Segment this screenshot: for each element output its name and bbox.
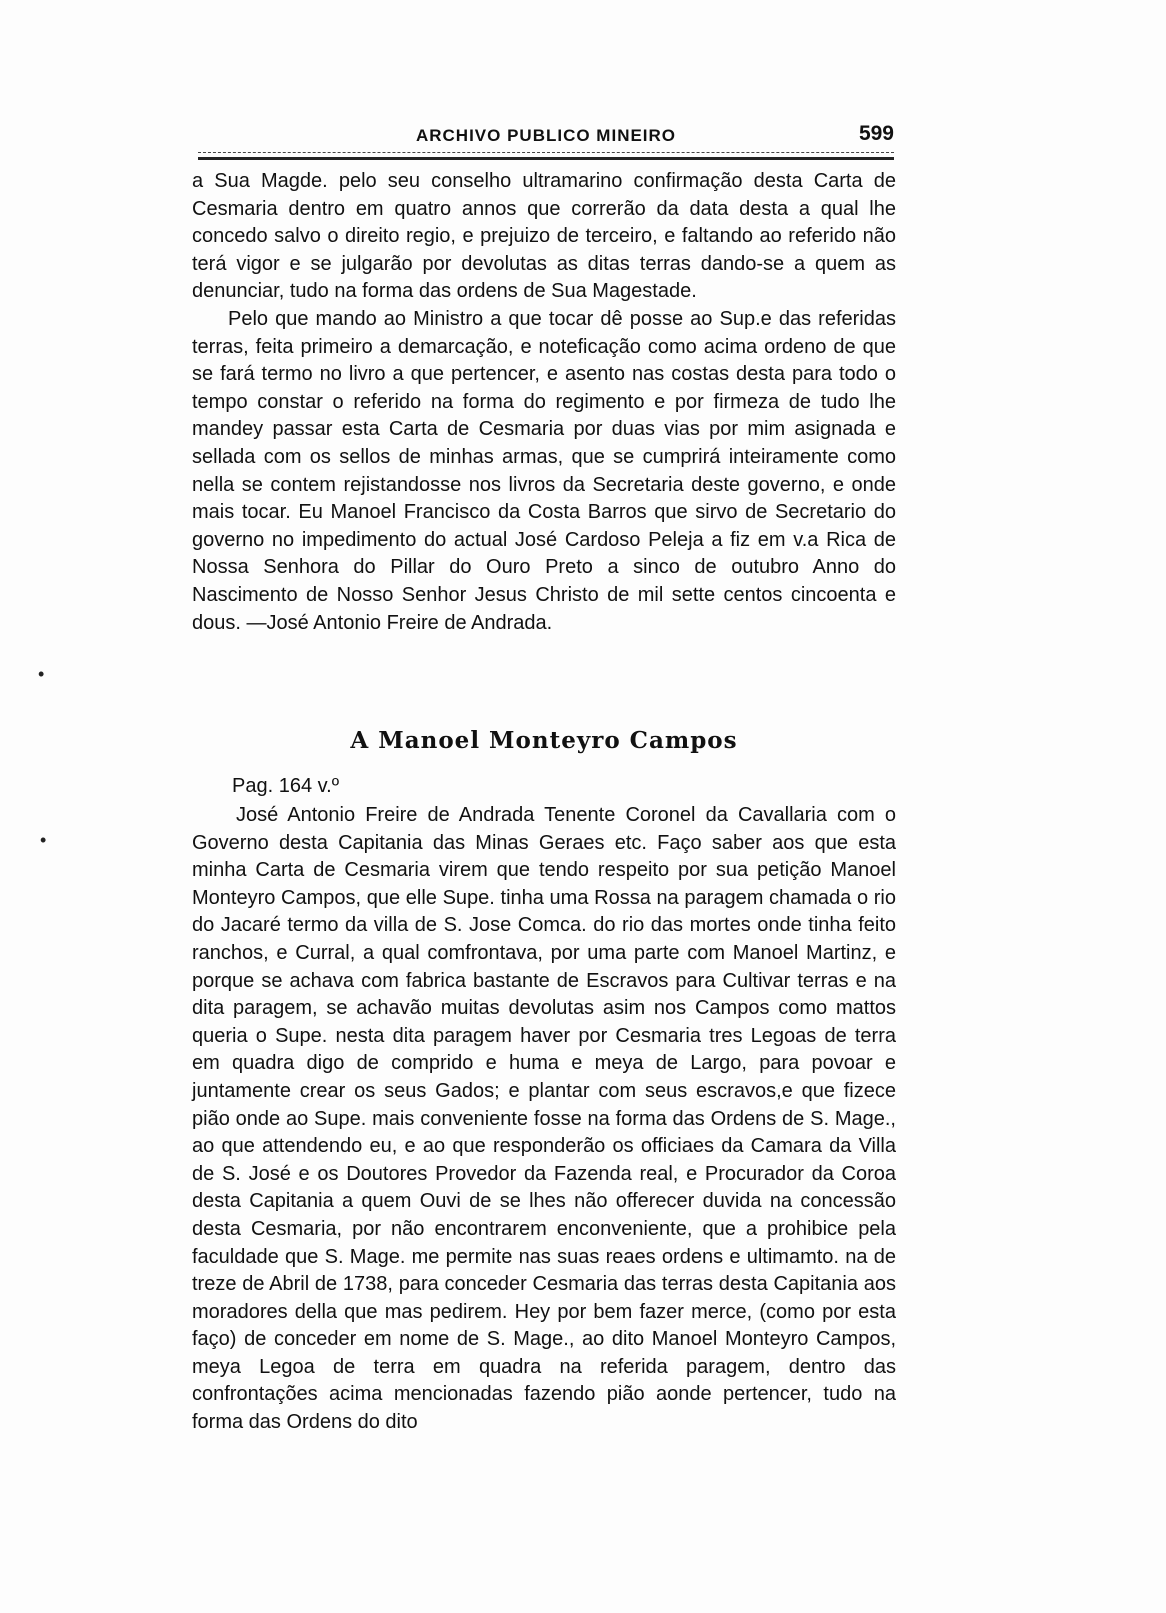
running-title: ARCHIVO PUBLICO MINEIRO — [415, 126, 677, 145]
page-reference: Pag. 164 v.º — [232, 775, 340, 797]
header-rule-thin — [198, 152, 894, 153]
margin-mark-icon: • — [40, 830, 47, 850]
text-block-upper — [192, 168, 896, 637]
margin-mark-icon: • — [38, 664, 45, 684]
text-block-lower — [192, 802, 896, 1437]
paragraph-3: José Antonio Freire de Andrada Tenente Coronel da Cavallaria com o Governo desta Capitania das Minas Geraes etc. Faço saber aos que esta minha Carta de Cesmaria virem que tendo respeito por sua petição Manoel Monteyro Campos, que elle Supe. tinha uma Rossa na paragem chamada o rio do Jacaré termo da villa de S. Jose Comca. do rio das mortes onde tinha feito ranchos, e Curral, a qual comfrontava, por uma parte com Manoel Martinz, e porque se achava com fabrica bastante de Escravos para Cultivar terras e na dita paragem, se achavão muitas devolutas asim nos Campos como mattos queria o Supe. nesta dita paragem haver por Cesmaria tres Legoas de terra em quadra digo de comprido e huma e meya de Largo, para povoar e juntamente crear os seus Gados; e plantar com seus escravos,e que fizece pião onde ao Supe. mais conveniente fosse na forma das Ordens de S. Mage., ao que attendendo eu, e ao que responderão os officiaes da Camara da Villa de S. José e os Doutores Provedor da Fazenda real, e Procurador da Coroa desta Capitania a quem Ouvi de se lhes não offerecer duvida na concessão desta Cesmaria, por não encontrarem enconveniente, que a prohibice pela faculdade que S. Mage. me permite nas suas reaes ordens e ultimamto. na de treze de Abril de 1738, para conceder Cesmaria das terras desta Capitania aos moradores della que mas pedirem. Hey por bem fazer merce, (como por esta faço) de conceder em nome de S. Mage., ao dito Manoel Monteyro Campos, meya Legoa de terra em quadra na referida paragem, dentro das confrontações acima mencionadas fazendo pião aonde pertencer, tudo na forma das Ordens do dito — [192, 804, 896, 1434]
paragraph-1: a Sua Magde. pelo seu conselho ultramarino confirmação desta Carta de Cesmaria dentro em quatro annos que correrão da data desta a qual lhe concedo salvo o direito regio, e prejuizo de terceiro, e faltando ao referido não terá vigor e se julgarão por devolutas as ditas terras dando-se a quem as denunciar, tudo na forma das ordens de Sua Magestade. — [192, 170, 896, 303]
page-number: 599 — [858, 122, 894, 145]
header-rule-thick — [198, 157, 894, 160]
running-head — [198, 122, 894, 150]
section-heading: A Manoel Monteyro Campos — [350, 727, 738, 754]
paragraph-2: Pelo que mando ao Ministro a que tocar dê posse ao Sup.e das referidas terras, feita primeiro a demarcação, e noteficação como acima ordeno de que se fará termo no livro a que pertencer, e asento nas costas desta para todo o tempo constar o referido na forma do regimento e por firmeza de tudo lhe mandey passar esta Carta de Cesmaria por duas vias por mim asignada e sellada com os sellos de minhas armas, que se cumprirá inteiramente como nella se contem rejistandosse nos livros da Secretaria deste governo, e onde mais tocar. Eu Manoel Francisco da Costa Barros que sirvo de Secretario do governo no impedimento do actual José Cardoso Peleja a fiz em v.a Rica de Nossa Senhora do Pillar do Ouro Preto a sinco de outubro Anno do Nascimento de Nosso Senhor Jesus Christo de mil sette centos cincoenta e dous. —José Antonio Freire de Andrada. — [192, 307, 896, 634]
